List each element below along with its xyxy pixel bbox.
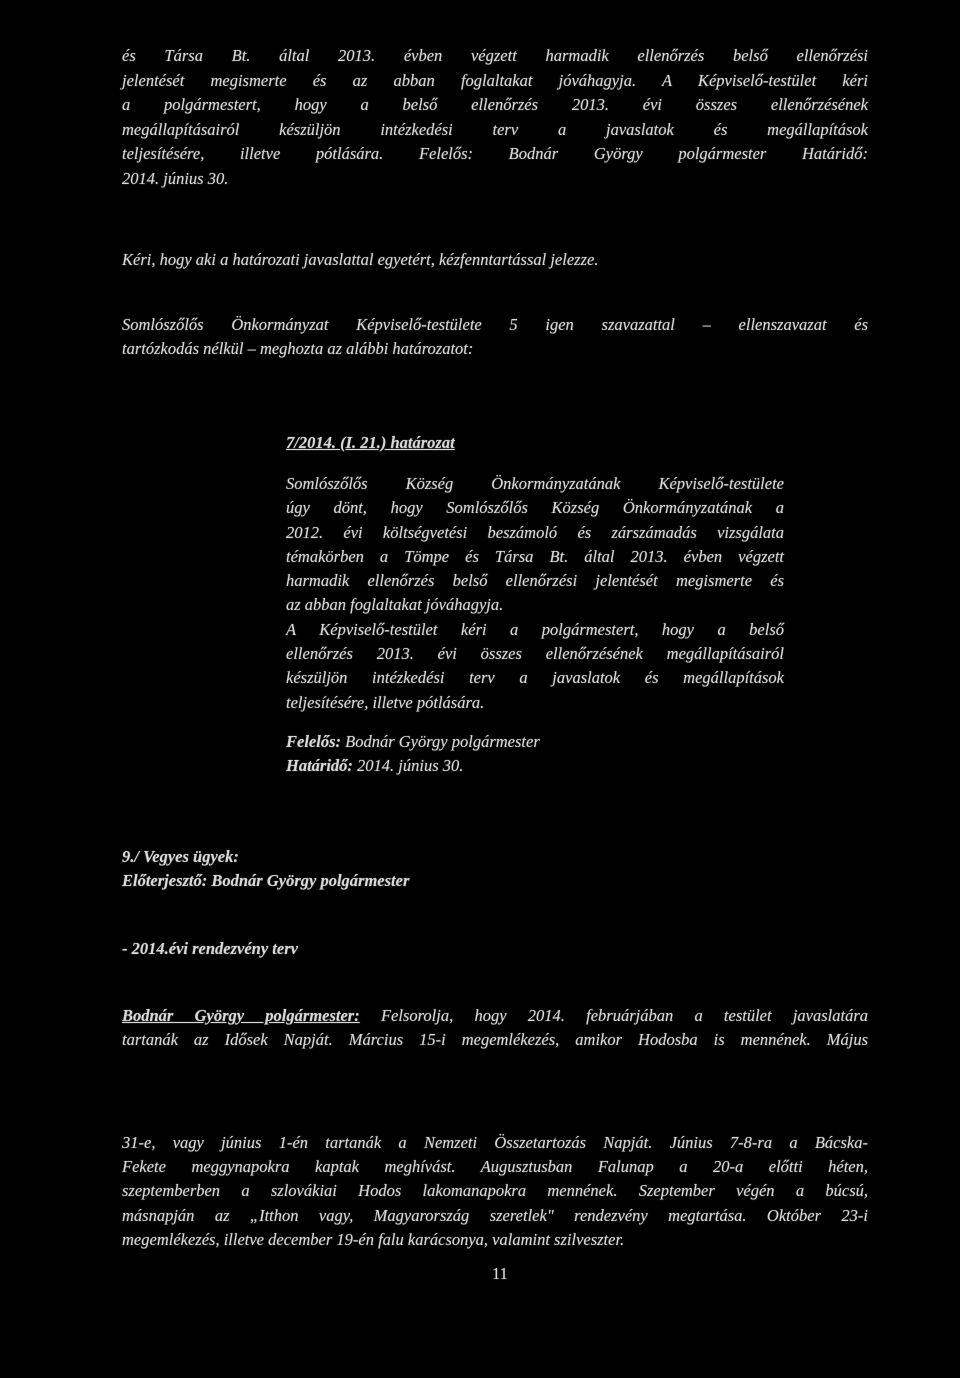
resolution-title-text: 7/2014. (I. 21.) határozat [286, 433, 455, 452]
resolution-title [286, 431, 586, 455]
resolution-line: harmadik ellenőrzés belső ellenőrzési jelentését megismerte és [286, 571, 784, 591]
resolution-line: teljesítésére, illetve pótlására. [286, 692, 485, 712]
vote-result-line: tartózkodás nélkül – meghozta az alábbi határozatot: [122, 339, 474, 358]
responsible-label: Felelős: [286, 732, 341, 751]
intro-line: 2014. június 30. [122, 168, 229, 188]
resolution-line: A Képviselő-testület kéri a polgármestert, hogy a belső [286, 619, 784, 639]
speaker-paragraph-part2 [122, 1131, 868, 1252]
page-number-text: 11 [492, 1264, 508, 1283]
speaker-line: szeptemberben a szlovákiai Hodos lakomanapokra mennének. Szeptember végén a búcsú, [122, 1181, 868, 1201]
resolution-body [286, 472, 784, 715]
resolution-line: készüljön intézkedési terv a javaslatok és megállapítások [286, 668, 784, 688]
vote-result [122, 313, 868, 361]
resolution-line: 2012. évi költségvetési beszámoló és zárszámadás vizsgálata [286, 522, 784, 542]
deadline-value: 2014. június 30. [357, 756, 464, 775]
deadline-label: Határidő: [286, 756, 353, 775]
speaker-text: Felsorolja, hogy 2014. februárjában a testület javaslatára [359, 1006, 868, 1025]
intro-line: teljesítésére, illetve pótlására. Felelős: Bodnár György polgármester Határidő: [122, 144, 868, 163]
responsible-line [286, 730, 784, 754]
intro-paragraph [122, 44, 868, 191]
speaker-paragraph-part1 [122, 1004, 868, 1052]
speaker-line: megemlékezés, illetve december 19-én falu karácsonya, valamint szilveszter. [122, 1229, 625, 1249]
vote-result-line: Somlószőlős Önkormányzat Képviselő-testülete 5 igen szavazattal – ellenszavazat és [122, 315, 868, 334]
resolution-line: ellenőrzés 2013. évi összes ellenőrzésének megállapításairól [286, 644, 784, 664]
resolution-line: úgy dönt, hogy Somlószőlős Község Önkormányzatának a [286, 498, 784, 518]
intro-line: jelentését megismerte és az abban foglaltakat jóváhagyja. A Képviselő-testület kéri [122, 70, 868, 90]
agenda-presenter: Előterjesztő: Bodnár György polgármester [122, 871, 410, 890]
speaker-line: Fekete meggynapokra kaptak meghívást. Augusztusban Falunap a 20-a előtti héten, [122, 1157, 868, 1177]
resolution-line: témakörben a Tömpe és Társa Bt. által 2013. évben végzett [286, 546, 784, 566]
speaker-line: tartanák az Idősek Napját. Március 15-i megemlékezés, amikor Hodosba is mennének. Május [122, 1030, 868, 1049]
event-plan-title-text: - 2014.évi rendezvény terv [122, 939, 298, 958]
intro-line: és Társa Bt. által 2013. évben végzett harmadik ellenőrzés belső ellenőrzési [122, 46, 868, 65]
page-number [470, 1262, 530, 1286]
speaker-line: 31-e, vagy június 1-én tartanák a Nemzeti Összetartozás Napját. Június 7-8-ra a Bácska- [122, 1133, 868, 1152]
speaker-line: másnapján az „Itthon vagy, Magyarország szeretlek" rendezvény megtartása. Október 23-i [122, 1205, 868, 1225]
agenda-item [122, 845, 722, 893]
resolution-line: az abban foglaltakat jóváhagyja. [286, 595, 504, 615]
speaker-line [122, 1004, 868, 1028]
responsible-value: Bodnár György polgármester [345, 732, 540, 751]
event-plan-title [122, 937, 722, 961]
deadline-line [286, 754, 784, 778]
vote-request-text: Kéri, hogy aki a határozati javaslattal egyetért, kézfenntartással jelezze. [122, 250, 599, 269]
speaker-name: Bodnár György polgármester: [122, 1006, 360, 1025]
resolution-line: Somlószőlős Község Önkormányzatának Képviselő-testülete [286, 474, 784, 493]
resolution-responsible-block [286, 730, 784, 778]
vote-request [122, 248, 868, 272]
agenda-heading: 9./ Vegyes ügyek: [122, 847, 239, 866]
intro-line: a polgármestert, hogy a belső ellenőrzés 2013. évi összes ellenőrzésének [122, 95, 868, 114]
intro-line: megállapításairól készüljön intézkedési terv a javaslatok és megállapítások [122, 119, 868, 139]
